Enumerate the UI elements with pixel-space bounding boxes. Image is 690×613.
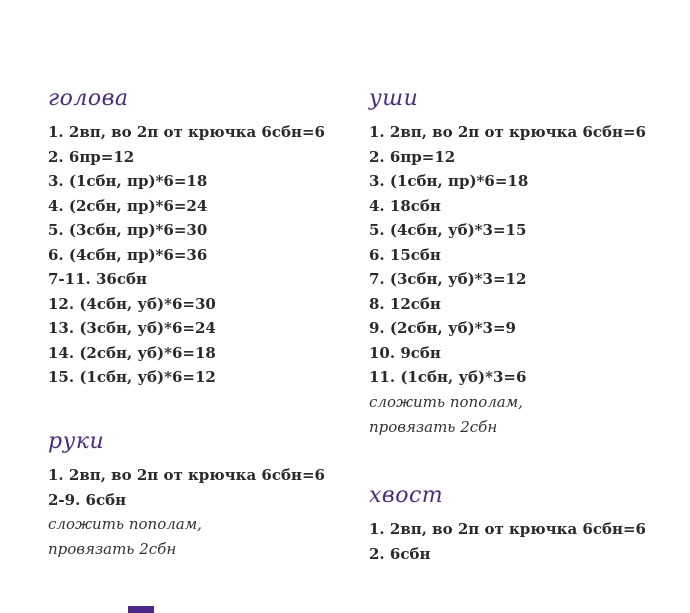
step-line: 1. 2вп, во 2п от крючка 6сбн=6 [369,520,646,538]
step-line: 11. (1сбн, уб)*3=6 [369,368,527,386]
section-head [48,84,325,390]
step-line: 9. (2сбн, уб)*3=9 [369,319,516,337]
section-arms [48,427,325,562]
section-title-head: голова [48,86,129,111]
step-line: 4. (2сбн, пр)*6=24 [48,196,208,215]
step-line: 2-9. 6сбн [48,490,127,509]
note-line: сложить пополам, [48,515,202,533]
step-line: 5. (3сбн, пр)*6=30 [48,221,208,239]
step-line: 6. (4сбн, пр)*6=36 [48,245,208,264]
section-title-tail: хвост [369,483,444,508]
note-line: провязать 2сбн [48,540,177,558]
step-line: 8. 12сбн [369,294,441,313]
step-line: 15. (1сбн, уб)*6=12 [48,368,216,386]
step-line: 6. 15сбн [369,245,441,264]
step-line: 2. 6пр=12 [369,147,456,166]
section-title-arms: руки [48,429,105,454]
step-list-arms [48,463,325,562]
section-ears [369,84,646,440]
step-list-ears [369,120,646,440]
step-line: 4. 18сбн [369,196,441,215]
step-line: 7. (3сбн, уб)*3=12 [369,270,527,288]
section-title-ears: уши [369,86,419,111]
step-line: 3. (1сбн, пр)*6=18 [369,172,529,190]
section-tail [369,481,646,566]
step-line: 2. 6сбн [369,544,431,563]
step-line: 12. (4сбн, уб)*6=30 [48,294,216,313]
note-line: провязать 2сбн [369,417,498,436]
cropped-heading-fragment [128,606,154,613]
step-line: 13. (3сбн, уб)*6=24 [48,319,216,337]
step-line: 7-11. 36сбн [48,270,147,288]
step-line: 14. (2сбн, уб)*6=18 [48,343,216,362]
step-list-head [48,120,325,390]
note-line: сложить пополам, [369,392,523,411]
step-line: 3. (1сбн, пр)*6=18 [48,172,208,190]
step-line: 1. 2вп, во 2п от крючка 6сбн=6 [48,123,325,141]
step-line: 2. 6пр=12 [48,147,135,166]
step-line: 10. 9сбн [369,343,441,362]
step-line: 5. (4сбн, уб)*3=15 [369,221,527,239]
step-line: 1. 2вп, во 2п от крючка 6сбн=6 [369,123,646,141]
step-list-tail [369,517,646,566]
step-line: 1. 2вп, во 2п от крючка 6сбн=6 [48,466,325,484]
